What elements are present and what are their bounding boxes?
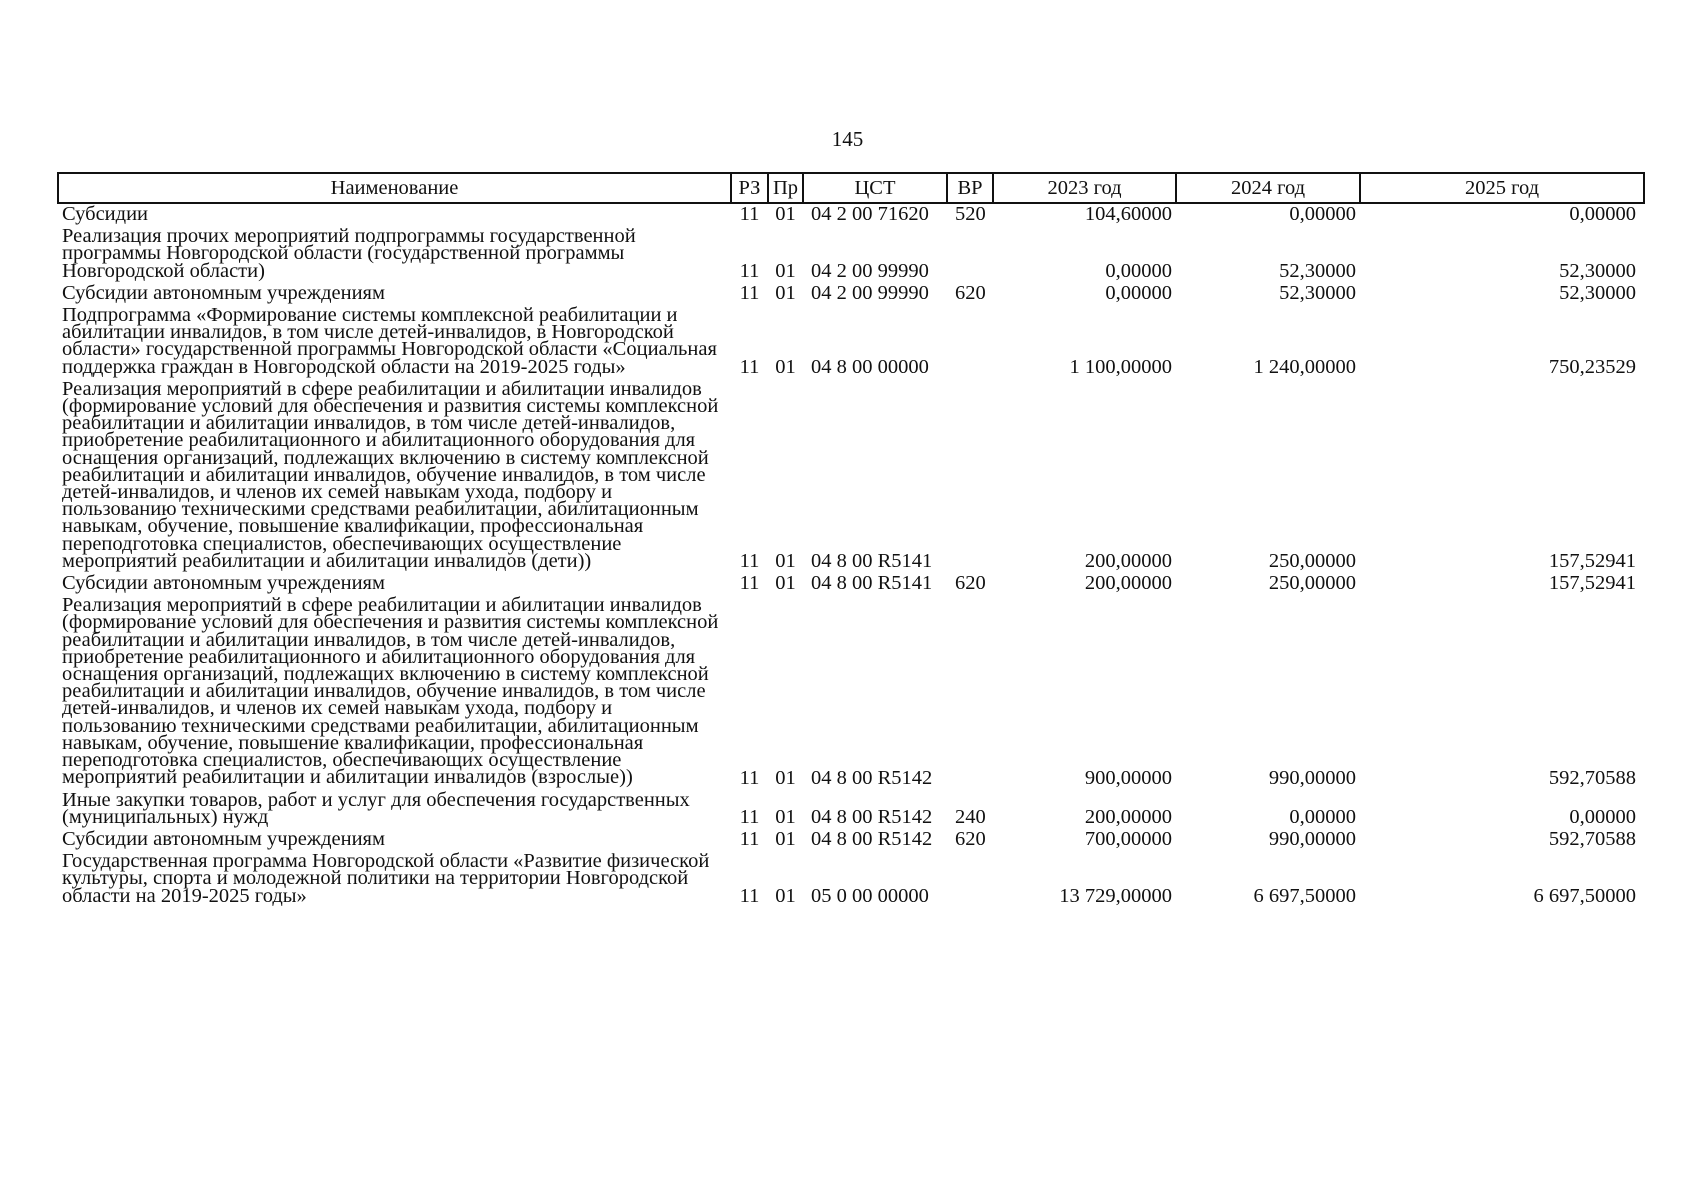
cell-vr: 620 <box>955 282 986 305</box>
cell-cst: 04 8 00 R5141 <box>811 550 933 573</box>
cell-rz: 11 <box>739 805 760 828</box>
cell-2023: 0,00000 <box>1105 282 1172 305</box>
cell-rz: 11 <box>739 282 760 305</box>
table-row <box>58 203 1644 223</box>
header-2023: 2023 год <box>993 173 1176 203</box>
cell-vr <box>947 376 993 570</box>
cell-2025: 157,52941 <box>1548 572 1636 595</box>
cell-vr: 520 <box>955 203 986 226</box>
cell-cst: 05 0 00 00000 <box>811 884 929 907</box>
budget-table <box>57 172 1645 905</box>
table-row <box>58 848 1644 905</box>
cell-vr: 240 <box>955 805 986 828</box>
cell-2024: 990,00000 <box>1268 828 1356 851</box>
cell-rz: 11 <box>739 203 760 226</box>
cell-rz: 11 <box>739 550 760 573</box>
cell-2024: 990,00000 <box>1268 766 1356 789</box>
cell-pr: 01 <box>775 766 796 789</box>
cell-2024: 6 697,50000 <box>1253 884 1356 907</box>
cell-2025: 592,70588 <box>1548 766 1636 789</box>
cell-pr: 01 <box>775 805 796 828</box>
cell-2025: 6 697,50000 <box>1533 884 1636 907</box>
cell-pr: 01 <box>775 203 796 226</box>
cell-vr: 620 <box>955 572 986 595</box>
cell-cst: 04 8 00 R5142 <box>811 805 933 828</box>
cell-rz: 11 <box>739 259 760 282</box>
cell-2025: 592,70588 <box>1548 828 1636 851</box>
table-row <box>58 592 1644 786</box>
cell-rz: 11 <box>739 355 760 378</box>
cell-vr <box>947 592 993 786</box>
cell-2024: 250,00000 <box>1268 550 1356 573</box>
page-number: 145 <box>831 127 864 151</box>
table-row <box>58 826 1644 848</box>
cell-cst: 04 2 00 99990 <box>811 259 929 282</box>
header-pr: Пр <box>768 173 803 203</box>
cell-pr: 01 <box>775 550 796 573</box>
header-2024: 2024 год <box>1176 173 1360 203</box>
cell-2024: 0,00000 <box>1289 203 1356 226</box>
cell-name: Субсидии автономным учреждениям <box>62 827 385 850</box>
cell-cst: 04 2 00 71620 <box>811 203 929 226</box>
cell-pr: 01 <box>775 259 796 282</box>
cell-name: Иные закупки товаров, работ и услуг для обеспечения государственных (муниципальных) нужд <box>62 788 690 828</box>
cell-pr: 01 <box>775 828 796 851</box>
cell-2023: 900,00000 <box>1084 766 1172 789</box>
cell-name: Реализация мероприятий в сфере реабилитации и абилитации инвалидов (формирование условий для обеспечения и развития системы комплексной реабилитации и абилитации инвалидов, в том числе детей-инвалидов, приобретение реабилитационного и абилитационного оборудования для оснащения организаций, подлежащих включению в систему комплексной реабилитации и абилитации инвалидов, обучение инвалидов, в том числе детей-инвалидов, и членов их семей навыкам ухода, подбору и пользованию техническими средствами реабилитации, абилитационным навыкам, обучение, повышение квалификации, профессиональная переподготовка специалистов, обеспечивающих осуществление мероприятий реабилитации и абилитации инвалидов (взрослые)) <box>62 594 719 789</box>
cell-rz: 11 <box>739 828 760 851</box>
cell-2024: 0,00000 <box>1289 805 1356 828</box>
table-row <box>58 787 1644 826</box>
cell-2023: 13 729,00000 <box>1059 884 1172 907</box>
cell-2024: 1 240,00000 <box>1253 355 1356 378</box>
cell-vr: 620 <box>955 828 986 851</box>
table-row <box>58 223 1644 280</box>
cell-2023: 700,00000 <box>1084 828 1172 851</box>
header-2025: 2025 год <box>1360 173 1644 203</box>
cell-vr <box>947 223 993 280</box>
cell-cst: 04 8 00 00000 <box>811 355 929 378</box>
cell-rz: 11 <box>739 884 760 907</box>
cell-vr <box>947 848 993 905</box>
cell-2023: 0,00000 <box>1105 259 1172 282</box>
table-body <box>58 203 1644 905</box>
cell-name: Реализация мероприятий в сфере реабилитации и абилитации инвалидов (формирование условий для обеспечения и развития системы комплексной реабилитации и абилитации инвалидов, в том числе детей-инвалидов, приобретение реабилитационного и абилитационного оборудования для оснащения организаций, подлежащих включению в систему комплексной реабилитации и абилитации инвалидов, обучение инвалидов, в том числе детей-инвалидов, и членов их семей навыкам ухода, подбору и пользованию техническими средствами реабилитации, абилитационным навыкам, обучение, повышение квалификации, профессиональная переподготовка специалистов, обеспечивающих осуществление мероприятий реабилитации и абилитации инвалидов (дети)) <box>62 377 719 572</box>
cell-name: Субсидии автономным учреждениям <box>62 281 385 304</box>
header-cst: ЦСТ <box>803 173 947 203</box>
cell-vr <box>947 302 993 376</box>
table-row <box>58 570 1644 592</box>
cell-name: Реализация прочих мероприятий подпрограммы государственной программы Новгородской области (государственной программы Новгородской области) <box>62 225 636 282</box>
cell-2025: 157,52941 <box>1548 550 1636 573</box>
table-row <box>58 302 1644 376</box>
table-header-row <box>58 173 1644 203</box>
cell-cst: 04 8 00 R5142 <box>811 766 933 789</box>
cell-name: Государственная программа Новгородской области «Развитие физической культуры, спорта и молодежной политики на территории Новгородской области на 2019-2025 годы» <box>62 850 710 907</box>
cell-name: Подпрограмма «Формирование системы комплексной реабилитации и абилитации инвалидов, в том числе детей-инвалидов, в Новгородской области» государственной программы Новгородской области «Социальная поддержка граждан в Новгородской области на 2019-2025 годы» <box>62 304 717 378</box>
cell-2023: 1 100,00000 <box>1069 355 1172 378</box>
cell-cst: 04 8 00 R5142 <box>811 828 933 851</box>
cell-rz: 11 <box>739 572 760 595</box>
cell-2025: 0,00000 <box>1569 203 1636 226</box>
cell-2024: 52,30000 <box>1279 282 1356 305</box>
table-row <box>58 376 1644 570</box>
cell-2023: 200,00000 <box>1084 572 1172 595</box>
header-rz: РЗ <box>731 173 768 203</box>
cell-cst: 04 8 00 R5141 <box>811 572 933 595</box>
cell-pr: 01 <box>775 572 796 595</box>
header-name: Наименование <box>58 173 731 203</box>
cell-2023: 200,00000 <box>1084 805 1172 828</box>
table-row <box>58 280 1644 302</box>
cell-2025: 52,30000 <box>1559 282 1636 305</box>
header-vr: ВР <box>947 173 993 203</box>
cell-name: Субсидии автономным учреждениям <box>62 572 385 595</box>
cell-2025: 0,00000 <box>1569 805 1636 828</box>
cell-2023: 200,00000 <box>1084 550 1172 573</box>
cell-2024: 52,30000 <box>1279 259 1356 282</box>
cell-rz: 11 <box>739 766 760 789</box>
cell-2025: 750,23529 <box>1548 355 1636 378</box>
cell-2025: 52,30000 <box>1559 259 1636 282</box>
cell-pr: 01 <box>775 355 796 378</box>
cell-pr: 01 <box>775 282 796 305</box>
cell-cst: 04 2 00 99990 <box>811 282 929 305</box>
cell-name: Субсидии <box>62 203 149 225</box>
cell-2023: 104,60000 <box>1084 203 1172 226</box>
cell-2024: 250,00000 <box>1268 572 1356 595</box>
cell-pr: 01 <box>775 884 796 907</box>
